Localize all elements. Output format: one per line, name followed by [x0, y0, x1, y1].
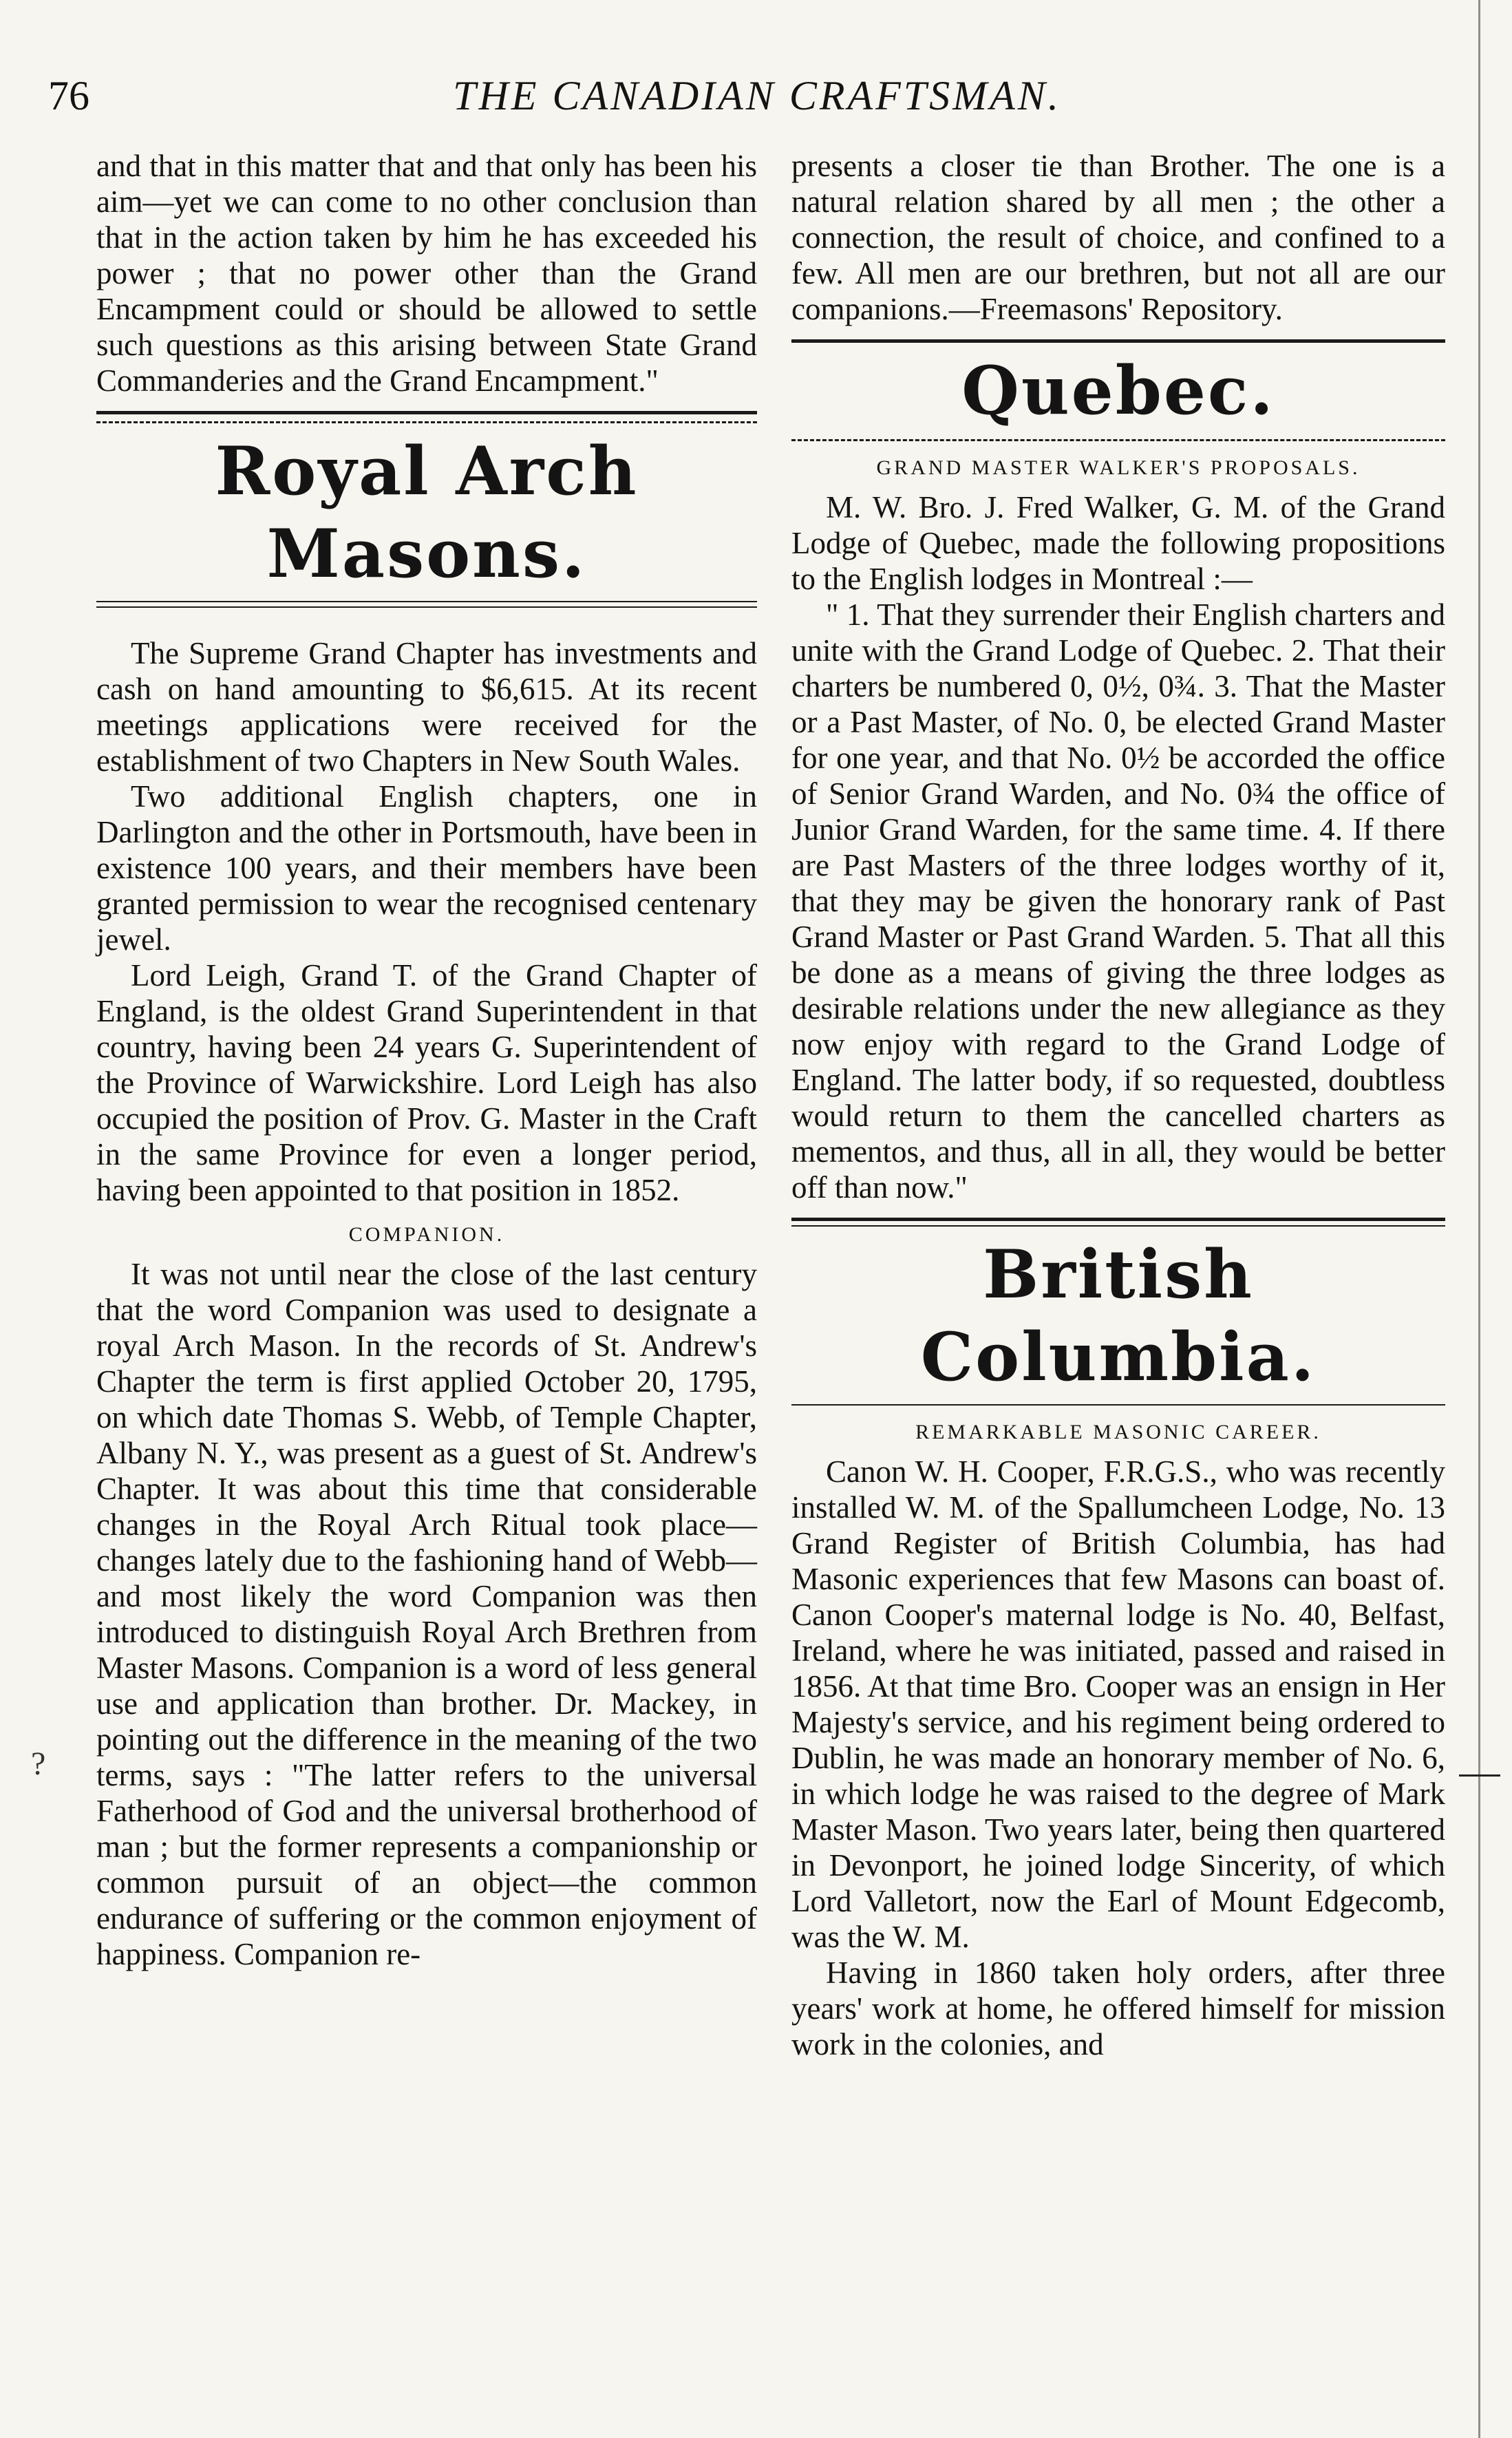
left-column	[96, 148, 757, 1972]
running-head: THE CANADIAN CRAFTSMAN.	[453, 73, 1061, 118]
article-paragraph: Canon W. H. Cooper, F.R.G.S., who was recently installed W. M. of the Spallumcheen Lodge, No. 13 Grand Register of British Columbia, has had Masonic experiences that few Masons can boast of. Canon Cooper's maternal lodge is No. 40, Belfast, Ireland, where he was initiated, passed and raised in 1856. At that time Bro. Cooper was an ensign in Her Majesty's service, and his regiment being ordered to Dublin, he was made an honorary member of No. 6, in which lodge he was raised to the degree of Mark Master Mason. Two years later, being then quartered in Devonport, he joined lodge Sincerity, of which Lord Valletort, now the Earl of Mount Edgecomb, was the W. M.	[791, 1454, 1445, 1954]
margin-mark: ?	[31, 1746, 46, 1782]
article-paragraph: The Supreme Grand Chapter has investments and cash on hand amounting to $6,615. At its recent meetings applications were received for the establishment of two Chapters in New South Wales.	[96, 636, 757, 778]
british-columbia-subhead: REMARKABLE MASONIC CAREER.	[915, 1421, 1321, 1443]
continuation-paragraph: presents a closer tie than Brother. The one is a natural relation shared by all men ; the other a connection, the result of choice, and confined to a few. All men are our brethren, but not all are our companions.—Freemasons' Repository.	[791, 149, 1445, 326]
page-header	[48, 65, 1466, 134]
section-title-quebec: Quebec.	[961, 352, 1275, 430]
section-title-royal-arch: Royal Arch Masons.	[215, 432, 639, 593]
right-column	[791, 148, 1445, 2062]
quebec-subhead: GRAND MASTER WALKER'S PROPOSALS.	[876, 456, 1361, 479]
intro-paragraph: and that in this matter that and that only has been his aim—yet we can come to no other conclusion than that in the action taken by him he has exceeded his power ; that no power other than the Grand Encampment could or should be allowed to settle such questions as this arising between State Grand Commanderies and the Grand Encampment."	[96, 149, 757, 398]
title-rule	[96, 601, 757, 602]
section-rule-dashed	[96, 421, 757, 423]
section-title-british-columbia: British Columbia.	[920, 1236, 1317, 1396]
section-rule	[791, 1218, 1445, 1221]
title-rule	[791, 1404, 1445, 1406]
page-number: 76	[48, 73, 89, 118]
article-paragraph: " 1. That they surrender their English charters and unite with the Grand Lodge of Quebec. 2. That their charters be numbered 0, 0½, 0¾. 3. That the Master or a Past Master, of No. 0, be elected Grand Master for one year, and that No. 0½ be accorded the office of Senior Grand Warden, and No. 0¾ the office of Junior Grand Warden, for the same time. 4. If there are Past Masters of the three lodges worthy of it, that they may be given the honorary rank of Past Grand Master or Past Grand Warden. 5. That all this be done as a means of giving the three lodges as desirable relations under the new allegiance as they now enjoy with regard to the Grand Lodge of England. The latter body, if so requested, doubtless would return to them the cancelled charters as mementos, and thus, all in all, they would be better off than now."	[791, 597, 1445, 1205]
page-edge-tick	[1459, 1774, 1500, 1777]
companion-paragraph: It was not until near the close of the last century that the word Companion was used to designate a royal Arch Mason. In the records of St. Andrew's Chapter the term is first applied October 20, 1795, on which date Thomas S. Webb, of Temple Chapter, Albany N. Y., was present as a guest of St. Andrew's Chapter. It was about this time that considerable changes in the Royal Arch Ritual took place—changes lately due to the fashioning hand of Webb—and most likely the word Companion was then introduced to distinguish Royal Arch Brethren from Master Masons. Companion is a word of less general use and application than brother. Dr. Mackey, in pointing out the difference in the meaning of the two terms, says : "The latter refers to the universal Fatherhood of God and the universal brotherhood of man ; but the former represents a companionship or common pursuit of an object—the common endurance of suffering or the common enjoyment of happiness. Companion re-	[96, 1257, 757, 1971]
title-rule-dashed	[791, 439, 1445, 441]
article-paragraph: M. W. Bro. J. Fred Walker, G. M. of the Grand Lodge of Quebec, made the following propositions to the English lodges in Montreal :—	[791, 490, 1445, 596]
article-paragraph: Having in 1860 taken holy orders, after three years' work at home, he offered himself for mission work in the colonies, and	[791, 1955, 1445, 2061]
page-edge-line	[1478, 0, 1480, 2438]
section-rule	[791, 339, 1445, 343]
article-paragraph: Two additional English chapters, one in Darlington and the other in Portsmouth, have been in existence 100 years, and their members have been granted permission to wear the recognised centenary jewel.	[96, 779, 757, 957]
section-rule-thin	[791, 1225, 1445, 1227]
section-rule	[96, 411, 757, 414]
companion-subhead: COMPANION.	[348, 1223, 505, 1246]
article-paragraph: Lord Leigh, Grand T. of the Grand Chapter of England, is the oldest Grand Superintendent in that country, having been 24 years G. Superintendent of the Province of Warwickshire. Lord Leigh has also occupied the position of Prov. G. Master in the Craft in the same Province for even a longer period, having been appointed to that position in 1852.	[96, 958, 757, 1207]
title-rule-2	[96, 606, 757, 608]
